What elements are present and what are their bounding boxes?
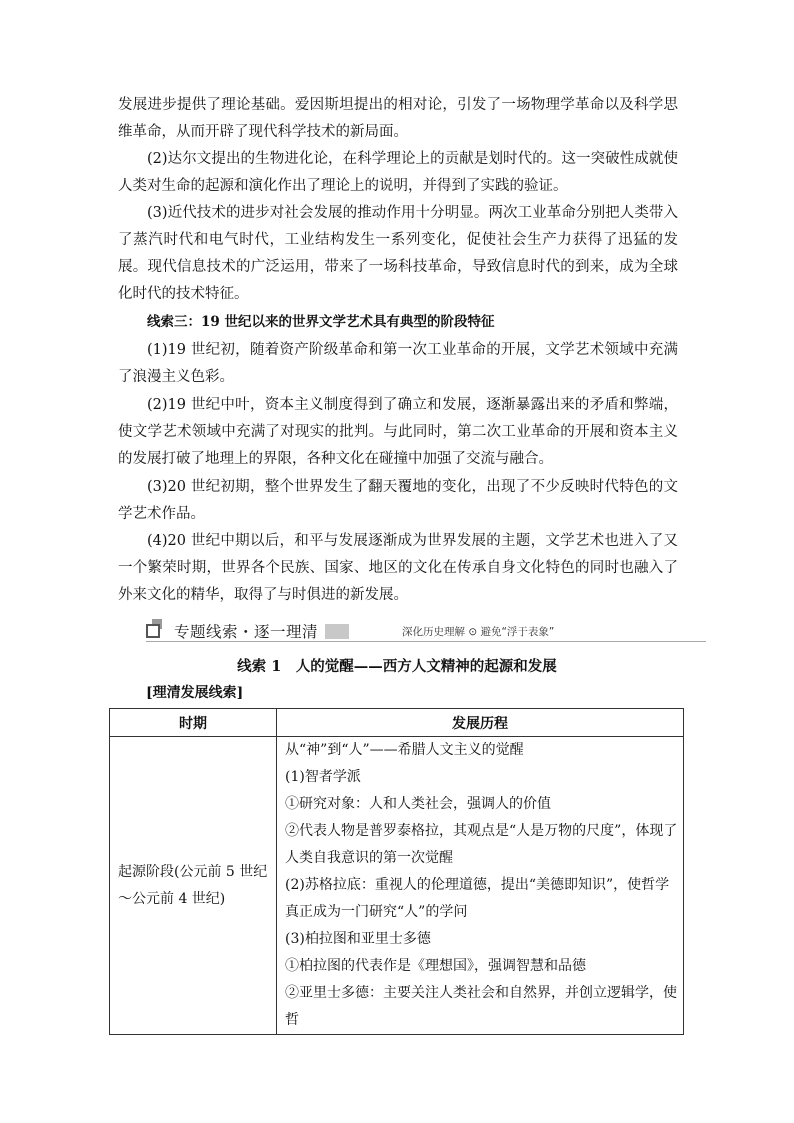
content-line: 从“神”到“人”——希腊人文主义的觉醒 xyxy=(285,742,524,758)
header-development: 发展历程 xyxy=(277,709,684,737)
section-title: 线索 1 人的觉醒——西方人文精神的起源和发展 xyxy=(237,658,557,675)
development-cell xyxy=(277,737,684,1035)
content-line: (1)智者学派 xyxy=(285,769,361,785)
content-line: (3)柏拉图和亚里士多德 xyxy=(285,931,431,947)
table-row xyxy=(110,737,684,1035)
paragraph-mid-20th: (4)20 世纪中期以后，和平与发展逐渐成为世界发展的主题，文学艺术也进入了又一个繁荣时期，世界各个民族、国家、地区的文化在传承自身文化特色的同时也融入了外来文化的精华，取得了与时俱进的新发展。 xyxy=(118,533,678,603)
period-cell: 起源阶段(公元前 5 世纪～公元前 4 世纪) xyxy=(110,737,277,1035)
content-line: ②代表人物是普罗泰格拉，其观点是“人是万物的尺度”，体现了人类自我意识的第一次觉醒 xyxy=(285,823,678,866)
paragraph-darwin: (2)达尔文提出的生物进化论，在科学理论上的贡献是划时代的。这一突破性成就使人类对生命的起源和演化作出了理论上的说明，并得到了实践的验证。 xyxy=(118,151,678,194)
content-line: ②亚里士多德：主要关注人类社会和自然界，并创立逻辑学，使哲 xyxy=(285,985,677,1028)
paragraph-mid-19th: (2)19 世纪中叶，资本主义制度得到了确立和发展，逐渐暴露出来的矛盾和弊端，使文学艺术领域中充满了对现实的批判。与此同时，第二次工业革命的开展和资本主义的发展打破了地理上的界限，各种文化在碰撞中加强了交流与融合。 xyxy=(118,397,678,467)
paragraph-early-20th: (3)20 世纪初期，整个世界发生了翻天覆地的变化，出现了不少反映时代特色的文学艺术作品。 xyxy=(118,479,678,522)
paragraph-early-19th: (1)19 世纪初，随着资产阶级革命和第一次工业革命的开展，文学艺术领域中充满了浪漫主义色彩。 xyxy=(118,342,678,385)
banner-subtitle: 深化历史理解 ⊙ 避免“浮于表象” xyxy=(402,626,555,638)
banner-box-icon xyxy=(146,624,160,638)
paragraph-industrial-revolution: (3)近代技术的进步对社会发展的推动作用十分明显。两次工业革命分别把人类带入了蒸汽时代和电气时代，工业结构发生一系列变化，促使社会生产力获得了迅猛的发展。现代信息技术的广泛运用，带来了一场科技革命，导致信息时代的到来，成为全球化时代的技术特征。 xyxy=(118,205,678,302)
banner-title: 专题线索・逐一理清 xyxy=(174,623,319,641)
banner-shade-block xyxy=(325,624,349,639)
clue-label: [理清发展线索] xyxy=(146,685,244,701)
banner-divider xyxy=(146,641,706,642)
header-period: 时期 xyxy=(110,709,277,737)
table-header-row xyxy=(110,709,684,737)
paragraph-relativity: 发展进步提供了理论基础。爱因斯坦提出的相对论，引发了一场物理学革命以及科学思维革命，从而开辟了现代科学技术的新局面。 xyxy=(118,97,678,140)
content-line: ①柏拉图的代表作是《理想国》，强调智慧和品德 xyxy=(285,958,586,974)
topic-banner xyxy=(146,619,706,643)
content-line: ①研究对象：人和人类社会，强调人的价值 xyxy=(285,796,551,812)
content-line: (2)苏格拉底：重视人的伦理道德，提出“美德即知识”，使哲学真正成为一门研究“人”的学问 xyxy=(285,877,670,920)
clue-three-heading: 线索三：19 世纪以来的世界文学艺术具有典型的阶段特征 xyxy=(147,314,495,330)
history-table xyxy=(109,708,684,1035)
